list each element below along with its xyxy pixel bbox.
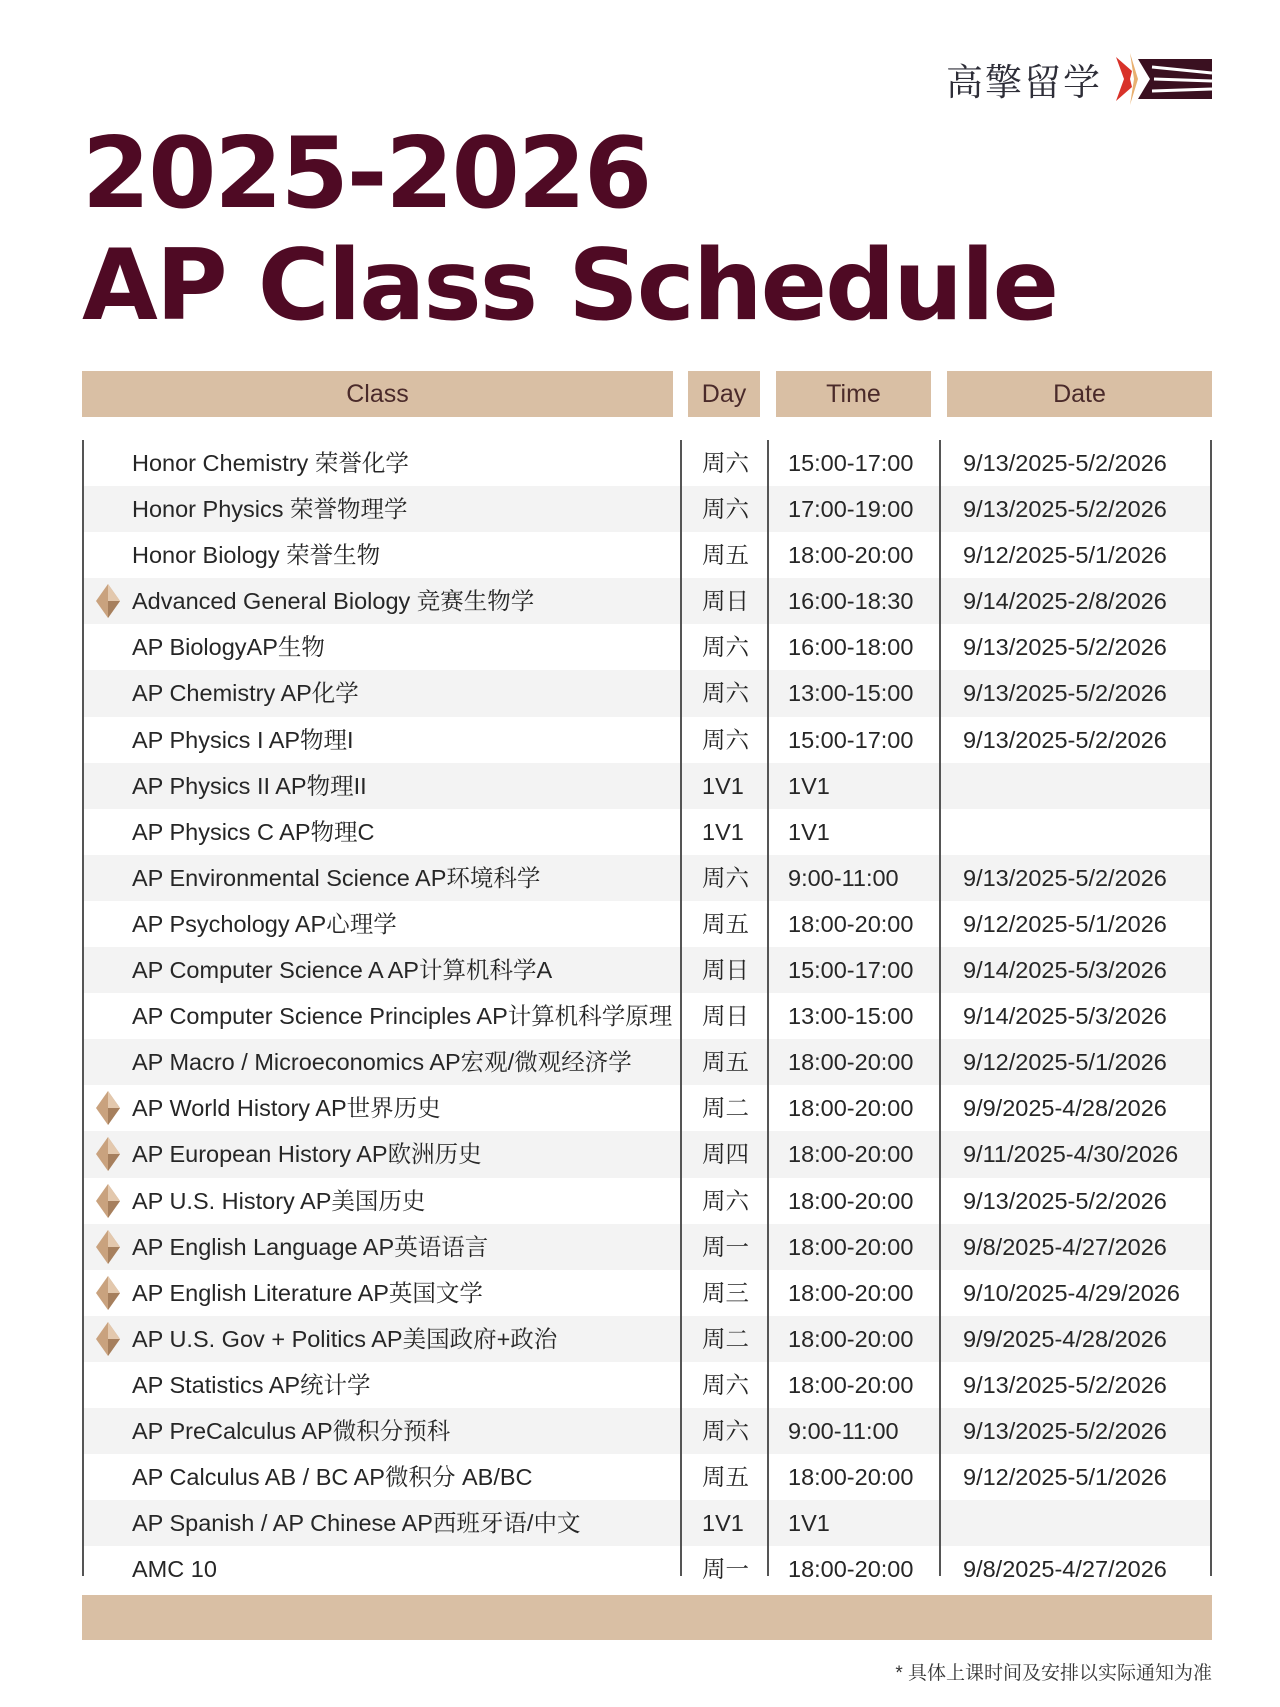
header-time: Time (776, 371, 931, 417)
cell-date: 9/13/2025-5/2/2026 (963, 1417, 1167, 1444)
cell-class: AMC 10 (132, 1556, 217, 1583)
cell-class: AP PreCalculus AP微积分预科 (132, 1417, 451, 1444)
cell-day: 周六 (702, 1417, 749, 1444)
cell-date: 9/11/2025-4/30/2026 (963, 1141, 1179, 1168)
table-row (82, 1039, 1212, 1085)
table-row (82, 624, 1212, 670)
cell-day: 周二 (702, 1325, 749, 1352)
cell-date: 9/9/2025-4/28/2026 (963, 1325, 1167, 1352)
table-row (82, 717, 1212, 763)
cell-day: 周一 (702, 1556, 749, 1583)
cell-time: 1V1 (788, 772, 830, 799)
cell-class: AP Physics I AP物理I (132, 726, 354, 753)
title-years: 2025-2026 (82, 117, 651, 231)
table-row (82, 440, 1212, 486)
cell-time: 15:00-17:00 (788, 957, 914, 984)
cell-time: 9:00-11:00 (788, 864, 899, 891)
cell-day: 周六 (702, 864, 749, 891)
cell-time: 18:00-20:00 (788, 1233, 914, 1260)
table-row (82, 532, 1212, 578)
cell-day: 周六 (702, 496, 749, 523)
cell-date: 9/9/2025-4/28/2026 (963, 1095, 1167, 1122)
cell-day: 周六 (702, 450, 749, 476)
cell-day: 周六 (702, 1187, 749, 1214)
cell-date: 9/13/2025-5/2/2026 (963, 634, 1167, 661)
cell-date: 9/10/2025-4/29/2026 (963, 1279, 1180, 1306)
brand (946, 52, 1212, 106)
cell-date: 9/12/2025-5/1/2026 (963, 1464, 1167, 1491)
table-divider (939, 440, 941, 1576)
cell-class: AP Physics II AP物理II (132, 772, 367, 799)
cell-date: 9/13/2025-5/2/2026 (963, 680, 1167, 707)
header-date: Date (947, 371, 1212, 417)
cell-time: 16:00-18:00 (788, 634, 914, 661)
cell-time: 18:00-20:00 (788, 910, 914, 937)
diamond-marker-icon (96, 1137, 120, 1171)
cell-class: AP Physics C AP物理C (132, 818, 375, 845)
cell-time: 18:00-20:00 (788, 1049, 914, 1076)
cell-time: 18:00-20:00 (788, 1095, 914, 1122)
cell-day: 周日 (702, 957, 749, 984)
cell-date: 9/13/2025-5/2/2026 (963, 496, 1167, 523)
table-row (82, 809, 1212, 855)
cell-day: 周一 (702, 1233, 749, 1260)
cell-class: AP Computer Science A AP计算机科学A (132, 957, 553, 984)
header-class: Class (82, 371, 673, 417)
table-row (82, 1224, 1212, 1270)
brand-name: 高擎留学 (946, 61, 1102, 104)
cell-class: AP Psychology AP心理学 (132, 910, 397, 937)
cell-class: AP U.S. Gov + Politics AP美国政府+政治 (132, 1325, 558, 1352)
cell-time: 18:00-20:00 (788, 1141, 914, 1168)
table-row (82, 1131, 1212, 1177)
table-row (82, 901, 1212, 947)
table-divider (82, 440, 84, 1576)
title-text: AP Class Schedule (82, 229, 1058, 343)
cell-time: 13:00-15:00 (788, 1003, 914, 1030)
table-row (82, 1085, 1212, 1131)
table-row (82, 947, 1212, 993)
cell-day: 1V1 (702, 818, 744, 845)
cell-time: 18:00-20:00 (788, 542, 914, 569)
schedule-table (82, 440, 1212, 1592)
diamond-marker-icon (96, 1091, 120, 1125)
cell-date: 9/13/2025-5/2/2026 (963, 1371, 1167, 1398)
cell-date: 9/12/2025-5/1/2026 (963, 910, 1167, 937)
cell-date: 9/12/2025-5/1/2026 (963, 1049, 1167, 1076)
cell-class: Advanced General Biology 竞赛生物学 (132, 588, 535, 615)
cell-date: 9/13/2025-5/2/2026 (963, 726, 1167, 753)
cell-date: 9/13/2025-5/2/2026 (963, 864, 1167, 891)
cell-class: AP Computer Science Principles AP计算机科学原理 (132, 1003, 673, 1030)
cell-time: 1V1 (788, 818, 830, 845)
table-row (82, 578, 1212, 624)
table-divider (767, 440, 769, 1576)
table-row (82, 1316, 1212, 1362)
cell-class: Honor Physics 荣誉物理学 (132, 496, 408, 523)
table-row (82, 993, 1212, 1039)
cell-class: AP Statistics AP统计学 (132, 1371, 371, 1398)
table-row (82, 1546, 1212, 1592)
table-row (82, 1500, 1212, 1546)
cell-day: 1V1 (702, 1510, 744, 1537)
cell-day: 周日 (702, 1003, 749, 1030)
cell-day: 1V1 (702, 772, 744, 799)
cell-day: 周六 (702, 1371, 749, 1398)
cell-time: 15:00-17:00 (788, 726, 914, 753)
cell-class: AP English Language AP英语语言 (132, 1233, 489, 1260)
cell-time: 16:00-18:30 (788, 588, 914, 615)
cell-day: 周四 (702, 1141, 749, 1168)
footnote: * 具体上课时间及安排以实际通知为准 (895, 1663, 1212, 1684)
cell-time: 18:00-20:00 (788, 1556, 914, 1583)
table-divider (680, 440, 682, 1576)
cell-class: AP Macro / Microeconomics AP宏观/微观经济学 (132, 1049, 632, 1076)
cell-time: 15:00-17:00 (788, 450, 914, 476)
table-row (82, 763, 1212, 809)
cell-date: 9/13/2025-5/2/2026 (963, 1187, 1167, 1214)
cell-time: 1V1 (788, 1510, 830, 1537)
diamond-marker-icon (96, 1184, 120, 1218)
cell-class: AP U.S. History AP美国历史 (132, 1187, 426, 1214)
cell-date: 9/14/2025-5/3/2026 (963, 1003, 1167, 1030)
cell-day: 周六 (702, 634, 749, 661)
cell-day: 周五 (702, 1464, 749, 1491)
cell-day: 周五 (702, 1049, 749, 1076)
cell-day: 周五 (702, 542, 749, 569)
cell-day: 周日 (702, 588, 749, 615)
cell-day: 周三 (702, 1279, 749, 1306)
cell-class: Honor Chemistry 荣誉化学 (132, 450, 409, 476)
cell-day: 周六 (702, 680, 749, 707)
cell-day: 周六 (702, 726, 749, 753)
table-divider (1210, 440, 1212, 1576)
header-day: Day (688, 371, 760, 417)
diamond-marker-icon (96, 1230, 120, 1264)
table-row (82, 486, 1212, 532)
cell-class: Honor Biology 荣誉生物 (132, 542, 381, 569)
cell-date: 9/13/2025-5/2/2026 (963, 450, 1167, 476)
cell-day: 周二 (702, 1095, 749, 1122)
table-row (82, 1408, 1212, 1454)
table-row (82, 1270, 1212, 1316)
cell-time: 9:00-11:00 (788, 1417, 899, 1444)
cell-date: 9/14/2025-2/8/2026 (963, 588, 1167, 615)
table-row (82, 855, 1212, 901)
cell-class: AP Chemistry AP化学 (132, 680, 359, 707)
page-title (82, 118, 1057, 342)
table-row (82, 670, 1212, 716)
footer-bar (82, 1595, 1212, 1640)
cell-date: 9/12/2025-5/1/2026 (963, 542, 1167, 569)
cell-time: 18:00-20:00 (788, 1279, 914, 1306)
cell-date: 9/14/2025-5/3/2026 (963, 957, 1167, 984)
gaoqing-logo-icon (1116, 53, 1212, 105)
table-row (82, 1454, 1212, 1500)
cell-time: 18:00-20:00 (788, 1325, 914, 1352)
cell-date: 9/8/2025-4/27/2026 (963, 1556, 1167, 1583)
cell-date: 9/8/2025-4/27/2026 (963, 1233, 1167, 1260)
cell-class: AP European History AP欧洲历史 (132, 1141, 482, 1168)
cell-class: AP World History AP世界历史 (132, 1095, 441, 1122)
cell-class: AP Environmental Science AP环境科学 (132, 864, 541, 891)
cell-day: 周五 (702, 910, 749, 937)
cell-class: AP BiologyAP生物 (132, 634, 325, 661)
diamond-marker-icon (96, 1276, 120, 1310)
table-row (82, 1178, 1212, 1224)
diamond-marker-icon (96, 1322, 120, 1356)
cell-time: 18:00-20:00 (788, 1371, 914, 1398)
cell-class: AP English Literature AP英国文学 (132, 1279, 483, 1306)
cell-time: 18:00-20:00 (788, 1464, 914, 1491)
cell-time: 17:00-19:00 (788, 496, 914, 523)
cell-class: AP Spanish / AP Chinese AP西班牙语/中文 (132, 1510, 581, 1537)
table-row (82, 1362, 1212, 1408)
cell-class: AP Calculus AB / BC AP微积分 AB/BC (132, 1464, 533, 1491)
cell-time: 13:00-15:00 (788, 680, 914, 707)
diamond-marker-icon (96, 584, 120, 618)
cell-time: 18:00-20:00 (788, 1187, 914, 1214)
